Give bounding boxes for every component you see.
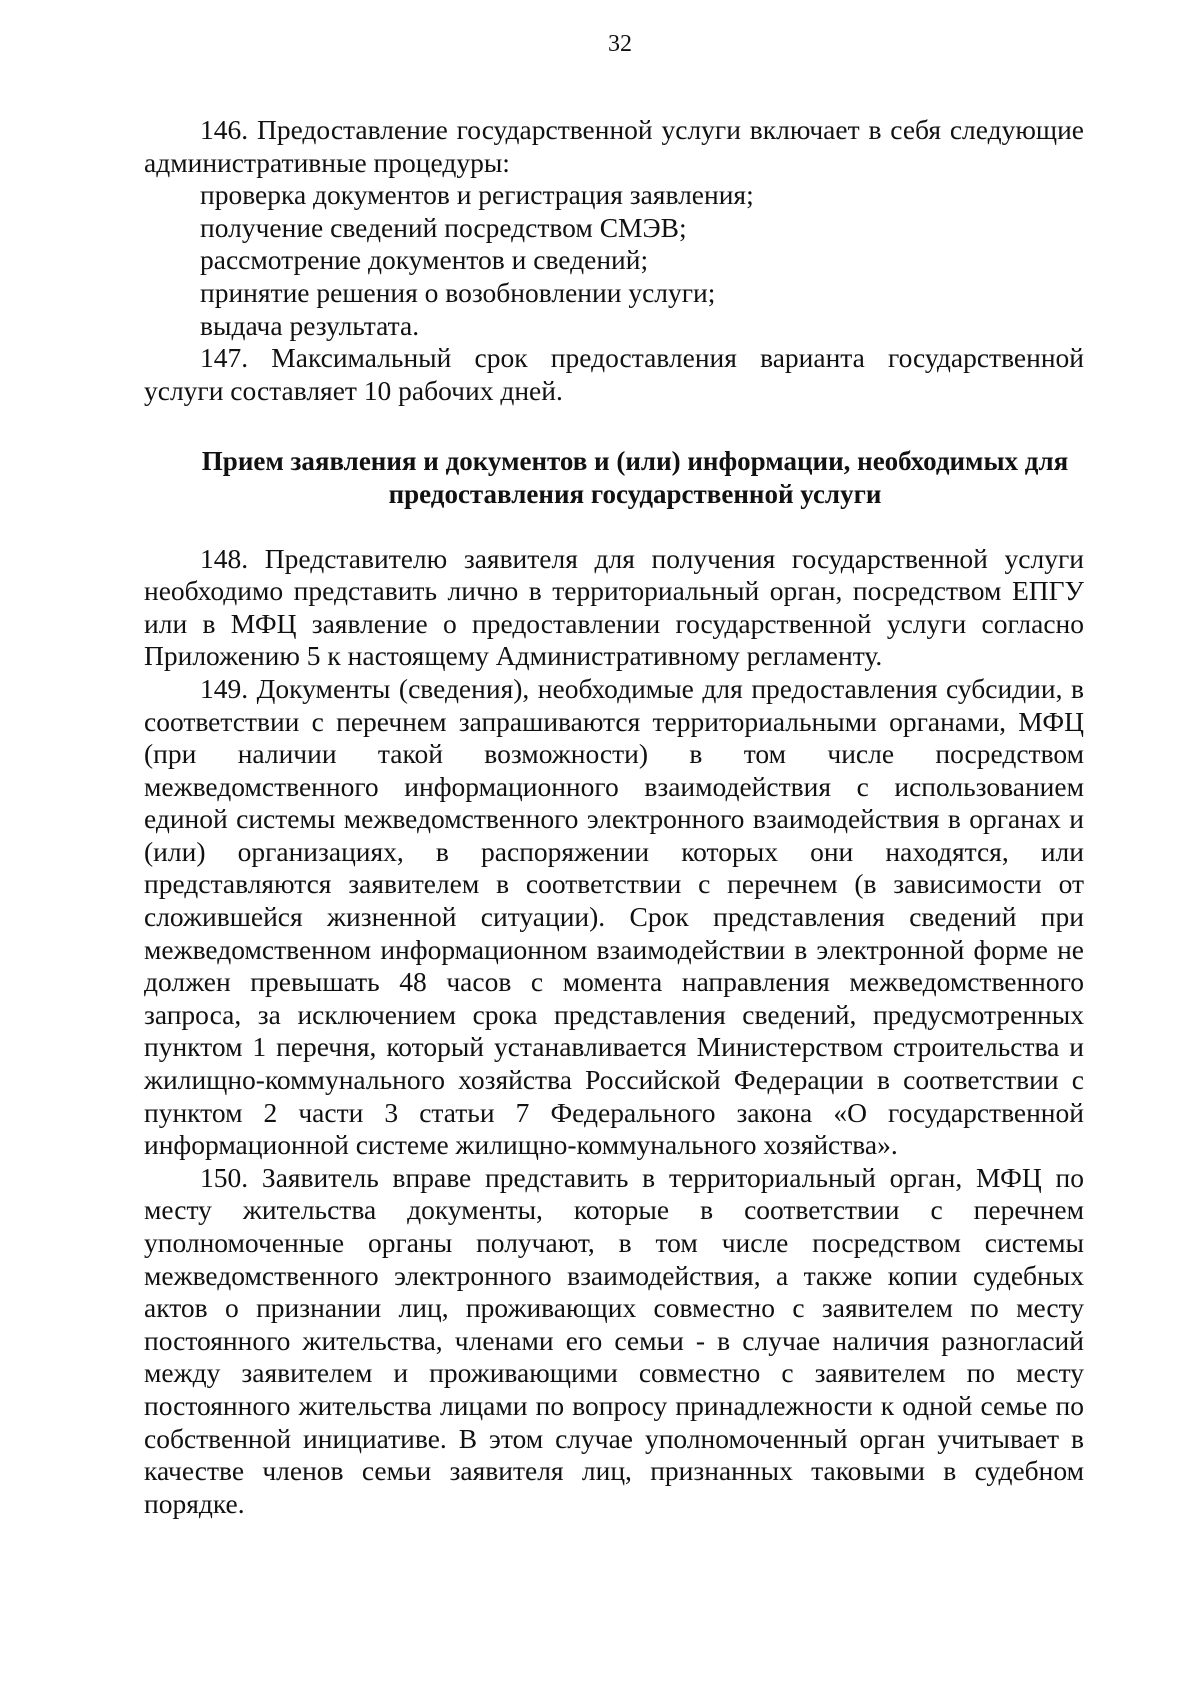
paragraph-150: 150. Заявитель вправе представить в территориальный орган, МФЦ по месту жительства документы, которые в соответствии с перечнем уполномоченные органы получают, в том числе посредством системы межведомственного электронного взаимодействия, а также копии судебных актов о признании лиц, проживающих совместно с заявителем по месту постоянного жительства, членами его семьи - в случае наличия разногласий между заявителем и проживающими совместно с заявителем по месту постоянного жительства лицами по вопросу принадлежности к одной семье по собственной инициативе. В этом случае уполномоченный орган учитывает в качестве членов семьи заявителя лиц, признанных таковыми в судебном порядке. xyxy=(144,1161,1084,1519)
section-heading: Прием заявления и документов и (или) информации, необходимых для предоставления государственной услуги xyxy=(201,446,1069,509)
procedure-item: проверка документов и регистрация заявления; xyxy=(200,179,754,211)
procedure-item: получение сведений посредством СМЭВ; xyxy=(200,211,687,243)
procedure-item: принятие решения о возобновлении услуги; xyxy=(200,276,716,308)
paragraph-149: 149. Документы (сведения), необходимые для предоставления субсидии, в соответствии с перечнем запрашиваются территориальными органами, МФЦ (при наличии такой возможности) в том числе посредством межведомственного информационного взаимодействия с использованием единой системы межведомственного электронного взаимодействия в органах и (или) организациях, в распоряжении которых они находятся, или представляются заявителем в соответствии с перечнем (в зависимости от сложившейся жизненной ситуации). Срок представления сведений при межведомственном информационном взаимодействии в электронной форме не должен превышать 48 часов с момента направления межведомственного запроса, за исключением срока представления сведений, предусмотренных пунктом 1 перечня, который устанавливается Министерством строительства и жилищно-коммунального хозяйства Российской Федерации в соответствии с пунктом 2 части 3 статьи 7 Федерального закона «О государственной информационной системе жилищно-коммунального хозяйства». xyxy=(144,672,1084,1161)
paragraph-146: 146. Предоставление государственной услуги включает в себя следующие административные процедуры: xyxy=(144,114,1084,178)
page-number: 32 xyxy=(608,31,632,57)
procedure-item: выдача результата. xyxy=(200,309,420,341)
paragraph-147: 147. Максимальный срок предоставления варианта государственной услуги составляет 10 рабочих дней. xyxy=(144,342,1084,406)
document-body xyxy=(144,114,1084,1520)
paragraph-148: 148. Представителю заявителя для получения государственной услуги необходимо представить лично в территориальный орган, посредством ЕПГУ или в МФЦ заявление о предоставлении государственной услуги согласно Приложению 5 к настоящему Административному регламенту. xyxy=(144,542,1084,672)
procedure-item: рассмотрение документов и сведений; xyxy=(200,244,649,276)
